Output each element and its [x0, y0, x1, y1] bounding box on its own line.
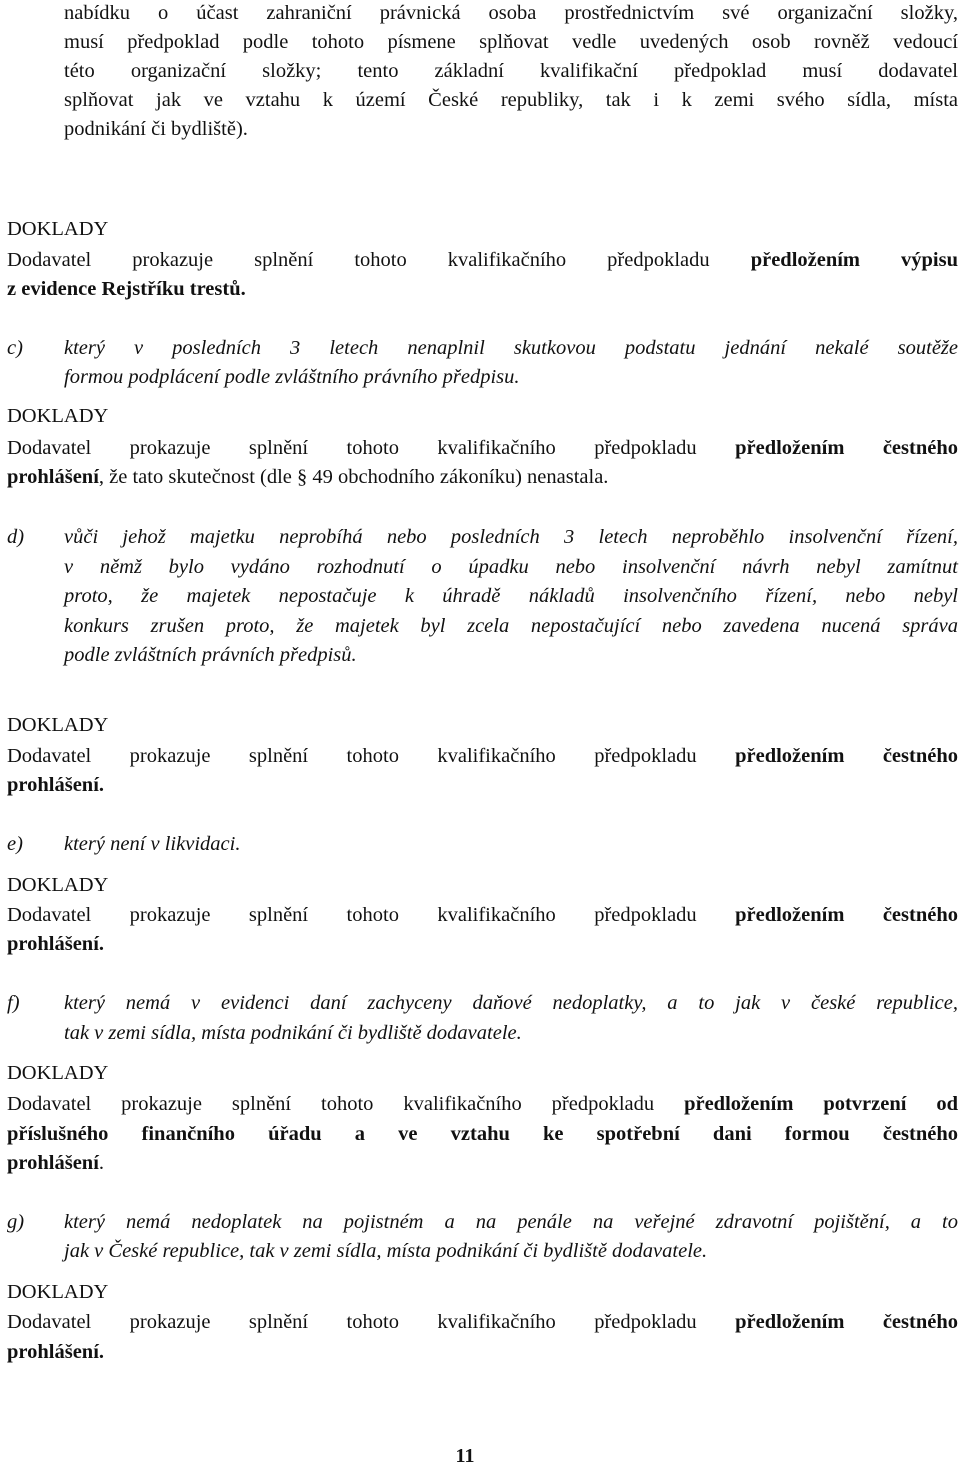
proof-emphasis: prohlášení. — [7, 1341, 105, 1363]
item-text: tak v zemi sídla, místa podnikání či bydliště dodavatele. — [64, 1022, 522, 1044]
proof-emphasis: z evidence Rejstříku trestů. — [7, 278, 246, 300]
item-text: konkurs zrušen proto, že majetek byl zcela nepostačující nebo zavedena nucená správa — [64, 615, 958, 637]
proof-line — [7, 742, 958, 771]
proof-emphasis: příslušného finančního úřadu a ve vztahu ke spotřební dani formou čestného — [7, 1123, 958, 1145]
proof-text: Dodavatel prokazuje splnění tohoto kvalifikačního předpokladu — [7, 1093, 685, 1115]
proof-text: Dodavatel prokazuje splnění tohoto kvalifikačního předpokladu — [7, 904, 736, 926]
proof-emphasis: předložením čestného — [735, 1311, 958, 1333]
proof-line — [7, 1090, 958, 1119]
item-text: který nemá nedoplatek na pojistném a na penále na veřejné zdravotní pojištění, a to — [64, 1211, 958, 1233]
proof-emphasis: prohlášení — [7, 466, 99, 488]
section-sign-icon: § — [297, 466, 308, 488]
proof-line — [7, 1308, 958, 1337]
doklady-heading: DOKLADY — [7, 1062, 109, 1084]
item-text: v němž bylo vydáno rozhodnutí o úpadku nebo insolvenční návrh nebyl zamítnut — [64, 556, 958, 578]
item-letter: g) — [7, 1211, 25, 1233]
proof-emphasis: prohlášení. — [7, 774, 105, 796]
doklady-heading: DOKLADY — [7, 874, 109, 896]
item-text: proto, že majetek nepostačuje k úhradě nákladů insolvenčního řízení, nebo nebyl — [64, 585, 958, 607]
item-letter: c) — [7, 337, 23, 359]
page-number: 11 — [455, 1445, 475, 1467]
proof-emphasis: prohlášení. — [7, 933, 105, 955]
proof-emphasis: předložením potvrzení od — [684, 1093, 959, 1115]
proof-line — [7, 434, 958, 463]
intro-line: podnikání či bydliště). — [64, 118, 248, 140]
item-text: formou podplácení podle zvláštního právního předpisu. — [64, 366, 520, 388]
item-letter: e) — [7, 833, 23, 855]
proof-text: Dodavatel prokazuje splnění tohoto kvalifikačního předpokladu — [7, 249, 751, 271]
proof-text: Dodavatel prokazuje splnění tohoto kvalifikačního předpokladu — [7, 1311, 736, 1333]
intro-line: splňovat jak ve vztahu k území České republiky, tak i k zemi svého sídla, místa — [64, 89, 958, 111]
proof-emphasis: předložením čestného — [735, 745, 958, 767]
item-text: vůči jehož majetku neprobíhá nebo posledních 3 letech neproběhlo insolvenční řízení, — [64, 526, 958, 548]
doklady-heading: DOKLADY — [7, 714, 109, 736]
item-text: jak v České republice, tak v zemi sídla, místa podnikání či bydliště dodavatele. — [64, 1240, 708, 1262]
doklady-heading: DOKLADY — [7, 218, 109, 240]
proof-emphasis: prohlášení — [7, 1152, 99, 1174]
proof-emphasis: předložením výpisu — [750, 249, 959, 271]
intro-line: musí předpoklad podle tohoto písmene splňovat vedle uvedených osob rovněž vedoucí — [64, 31, 958, 53]
proof-line — [7, 901, 958, 930]
proof-emphasis: předložením čestného — [735, 904, 958, 926]
proof-text: , že tato skutečnost (dle — [98, 466, 298, 488]
proof-text: 49 obchodního zákoníku) nenastala. — [307, 466, 609, 488]
intro-line: této organizační složky; tento základní kvalifikační předpoklad musí dodavatel — [64, 60, 958, 82]
proof-line — [7, 246, 958, 275]
item-text: který v posledních 3 letech nenaplnil skutkovou podstatu jednání nekalé soutěže — [64, 337, 958, 359]
item-text: který nemá v evidenci daní zachyceny daňové nedoplatky, a to jak v české republice, — [64, 992, 958, 1014]
proof-text: . — [98, 1152, 105, 1174]
doklady-heading: DOKLADY — [7, 1281, 109, 1303]
doklady-heading: DOKLADY — [7, 405, 109, 427]
proof-line — [7, 463, 608, 492]
proof-emphasis: předložením čestného — [735, 437, 958, 459]
proof-text: Dodavatel prokazuje splnění tohoto kvalifikačního předpokladu — [7, 437, 736, 459]
item-letter: f) — [7, 992, 20, 1014]
item-letter: d) — [7, 526, 25, 548]
item-text: podle zvláštních právních předpisů. — [64, 644, 357, 666]
proof-line — [7, 1149, 104, 1178]
proof-text: Dodavatel prokazuje splnění tohoto kvalifikačního předpokladu — [7, 745, 736, 767]
item-text: který není v likvidaci. — [64, 833, 241, 855]
intro-line: nabídku o účast zahraniční právnická osoba prostřednictvím své organizační složky, — [64, 2, 958, 24]
